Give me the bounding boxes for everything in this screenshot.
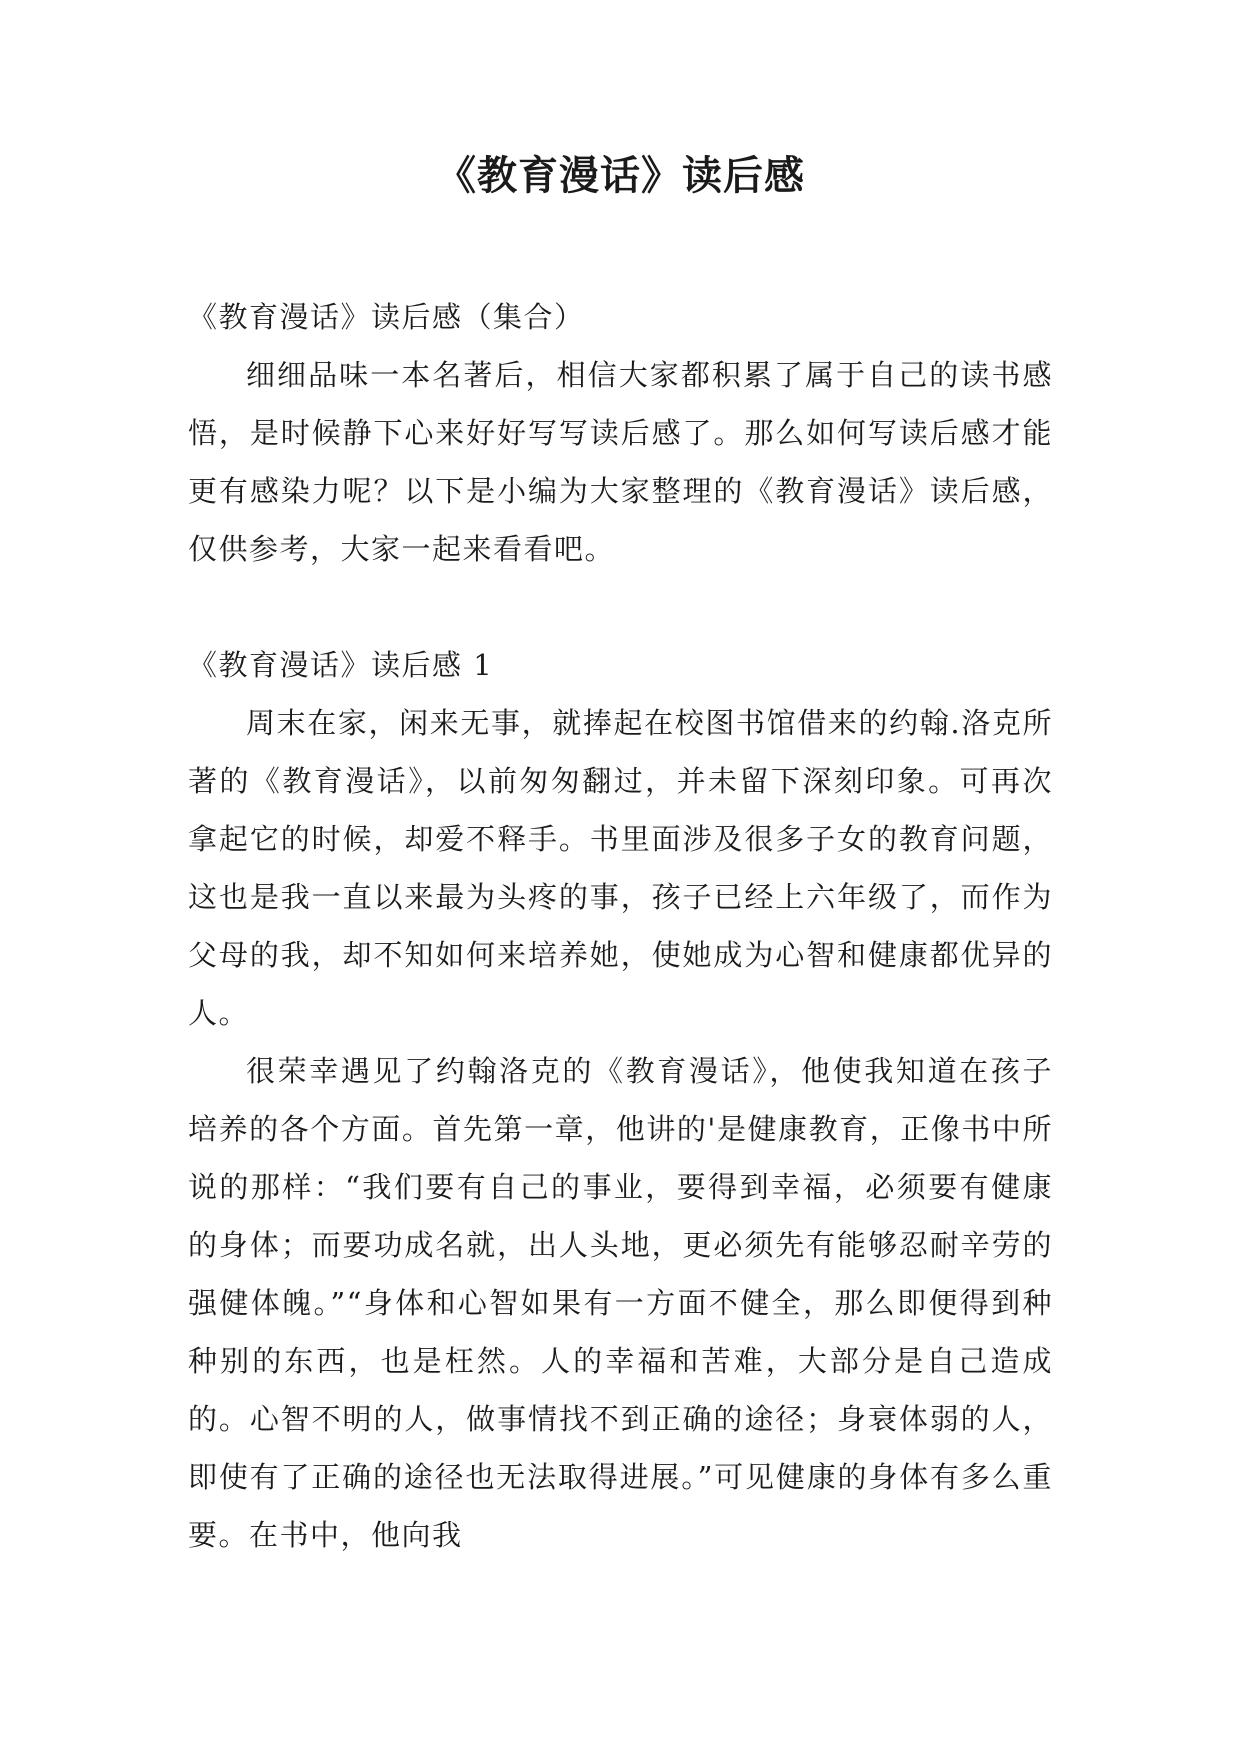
- section-1-paragraph: 周末在家，闲来无事，就捧起在校图书馆借来的约翰.洛克所著的《教育漫话》，以前匆匆翻过，并未留下深刻印象。可再次拿起它的时候，却爱不释手。书里面涉及很多子女的教育问题，这也是我一直以来最为头疼的事，孩子已经上六年级了，而作为父母的我，却不知如何来培养她，使她成为心智和健康都优异的人。: [188, 706, 1053, 1030]
- document-title: 《教育漫话》读后感: [436, 152, 805, 199]
- section-1-paragraph: 很荣幸遇见了约翰洛克的《教育漫话》，他使我知道在孩子培养的各个方面。首先第一章，他讲的'是健康教育，正像书中所说的那样：“我们要有自己的事业，要得到幸福，必须要有健康的身体；而要功成名就，出人头地，更必须先有能够忍耐辛劳的强健体魄。”“身体和心智如果有一方面不健全，那么即便得到种种别的东西，也是枉然。人的幸福和苦难，大部分是自己造成的。心智不明的人，做事情找不到正确的途径；身衰体弱的人，即使有了正确的途径也无法取得进展。”可见健康的身体有多么重要。在书中，他向我: [188, 1054, 1053, 1552]
- intro-paragraph: 细细品味一本名著后，相信大家都积累了属于自己的读书感悟，是时候静下心来好好写写读后感了。那么如何写读后感才能更有感染力呢？以下是小编为大家整理的《教育漫话》读后感，仅供参考，大家一起来看看吧。: [188, 358, 1053, 566]
- document-body: [188, 288, 1053, 1564]
- section-heading-intro: 《教育漫话》读后感（集合）: [188, 300, 585, 334]
- section-heading-1: 《教育漫话》读后感 1: [188, 648, 494, 682]
- section-gap: [188, 578, 1053, 636]
